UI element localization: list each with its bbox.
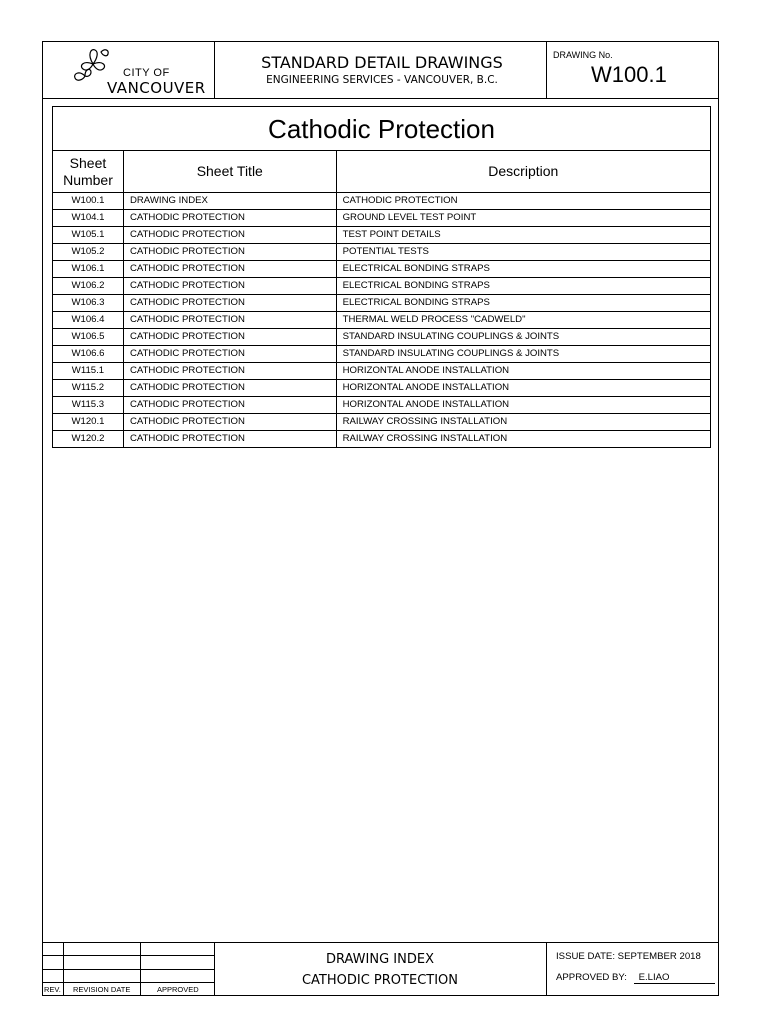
sheet-number-cell: W120.2 — [53, 431, 124, 448]
table-row — [53, 295, 711, 312]
sheet-title-cell: DRAWING INDEX — [123, 193, 336, 210]
table-row — [53, 193, 711, 210]
sheet-title-cell: CATHODIC PROTECTION — [123, 414, 336, 431]
table-row — [53, 261, 711, 278]
engineering-services-subtitle: ENGINEERING SERVICES - VANCOUVER, B.C. — [266, 74, 498, 86]
table-row — [53, 227, 711, 244]
column-header-sheet-number-line1: Sheet — [69, 154, 107, 171]
revision-block — [43, 942, 214, 995]
sheet-title-cell: CATHODIC PROTECTION — [123, 363, 336, 380]
sheet-number-cell: W106.2 — [53, 278, 124, 295]
description-cell: POTENTIAL TESTS — [336, 244, 710, 261]
sheet-title-cell: CATHODIC PROTECTION — [123, 312, 336, 329]
description-cell: GROUND LEVEL TEST POINT — [336, 210, 710, 227]
description-cell: HORIZONTAL ANODE INSTALLATION — [336, 380, 710, 397]
column-header-sheet-title: Sheet Title — [123, 151, 336, 193]
footer-title-line1: DRAWING INDEX — [325, 952, 434, 967]
description-cell: STANDARD INSULATING COUPLINGS & JOINTS — [336, 329, 710, 346]
sheet-number-cell: W106.3 — [53, 295, 124, 312]
sheet-title-cell: CATHODIC PROTECTION — [123, 295, 336, 312]
sheet-title-cell: CATHODIC PROTECTION — [123, 210, 336, 227]
sheet-title-cell: CATHODIC PROTECTION — [123, 227, 336, 244]
sheet-number-cell: W115.2 — [53, 380, 124, 397]
sheet-index-table — [52, 106, 711, 448]
table-row — [53, 329, 711, 346]
logo-vancouver-text: VANCOUVER — [107, 79, 206, 97]
approved-column-label: APPROVED — [157, 985, 199, 994]
footer-title-line2: CATHODIC PROTECTION — [301, 973, 459, 988]
issue-date — [556, 951, 701, 962]
sheet-number-cell: W115.3 — [53, 397, 124, 414]
sheet-title-cell: CATHODIC PROTECTION — [123, 329, 336, 346]
drawing-no-label: DRAWING No. — [553, 50, 613, 60]
issue-date-label: ISSUE DATE: — [556, 951, 615, 962]
approved-by-label: APPROVED BY: — [556, 972, 627, 983]
issue-date-value: SEPTEMBER 2018 — [617, 951, 701, 962]
standard-drawings-title: STANDARD DETAIL DRAWINGS — [261, 53, 503, 72]
table-row — [53, 312, 711, 329]
table-row — [53, 278, 711, 295]
sheet-number-cell: W105.1 — [53, 227, 124, 244]
sheet-title-cell: CATHODIC PROTECTION — [123, 244, 336, 261]
description-cell: ELECTRICAL BONDING STRAPS — [336, 261, 710, 278]
sheet-title-cell: CATHODIC PROTECTION — [123, 397, 336, 414]
drawing-frame — [42, 41, 719, 996]
table-row — [53, 244, 711, 261]
column-header-description: Description — [336, 151, 710, 193]
description-cell: CATHODIC PROTECTION — [336, 193, 710, 210]
revision-row-line — [43, 969, 214, 970]
table-row — [53, 210, 711, 227]
description-cell: RAILWAY CROSSING INSTALLATION — [336, 431, 710, 448]
approved-by-value: E.LIAO — [634, 972, 715, 984]
description-cell: HORIZONTAL ANODE INSTALLATION — [336, 363, 710, 380]
sheet-title-cell: CATHODIC PROTECTION — [123, 346, 336, 363]
description-cell: TEST POINT DETAILS — [336, 227, 710, 244]
rev-label: REV. — [44, 985, 61, 994]
header-divider — [43, 98, 718, 99]
sheet-number-cell: W115.1 — [53, 363, 124, 380]
table-row — [53, 363, 711, 380]
sheet-index-body — [53, 193, 711, 448]
sheet-title-cell: CATHODIC PROTECTION — [123, 431, 336, 448]
sheet-title-cell: CATHODIC PROTECTION — [123, 380, 336, 397]
column-header-sheet-number-line2: Number — [63, 171, 113, 188]
sheet-title-cell: CATHODIC PROTECTION — [123, 261, 336, 278]
logo-city-text: CITY OF — [123, 67, 170, 79]
description-cell: RAILWAY CROSSING INSTALLATION — [336, 414, 710, 431]
approved-by — [556, 972, 715, 984]
revision-row-line — [43, 955, 214, 956]
description-cell: THERMAL WELD PROCESS "CADWELD" — [336, 312, 710, 329]
footer-divider-vertical — [546, 942, 547, 995]
header-divider-vertical — [214, 42, 215, 98]
sheet-number-cell: W106.5 — [53, 329, 124, 346]
sheet-number-cell: W104.1 — [53, 210, 124, 227]
sheet-number-cell: W100.1 — [53, 193, 124, 210]
drawing-number: W100.1 — [591, 62, 667, 87]
table-row — [53, 397, 711, 414]
revision-col-line — [63, 942, 64, 995]
sheet-number-cell: W120.1 — [53, 414, 124, 431]
table-row — [53, 414, 711, 431]
column-header-sheet-number — [53, 151, 124, 193]
revision-row-line — [43, 982, 214, 983]
sheet-number-cell: W105.2 — [53, 244, 124, 261]
revision-col-line — [140, 942, 141, 995]
description-cell: HORIZONTAL ANODE INSTALLATION — [336, 397, 710, 414]
description-cell: ELECTRICAL BONDING STRAPS — [336, 295, 710, 312]
table-row — [53, 346, 711, 363]
index-title: Cathodic Protection — [53, 107, 711, 151]
city-logo — [63, 46, 213, 97]
table-row — [53, 380, 711, 397]
description-cell: STANDARD INSULATING COUPLINGS & JOINTS — [336, 346, 710, 363]
description-cell: ELECTRICAL BONDING STRAPS — [336, 278, 710, 295]
sheet-number-cell: W106.4 — [53, 312, 124, 329]
sheet-number-cell: W106.6 — [53, 346, 124, 363]
table-row — [53, 431, 711, 448]
sheet-title-cell: CATHODIC PROTECTION — [123, 278, 336, 295]
sheet-number-cell: W106.1 — [53, 261, 124, 278]
revision-date-label: REVISION DATE — [73, 985, 131, 994]
